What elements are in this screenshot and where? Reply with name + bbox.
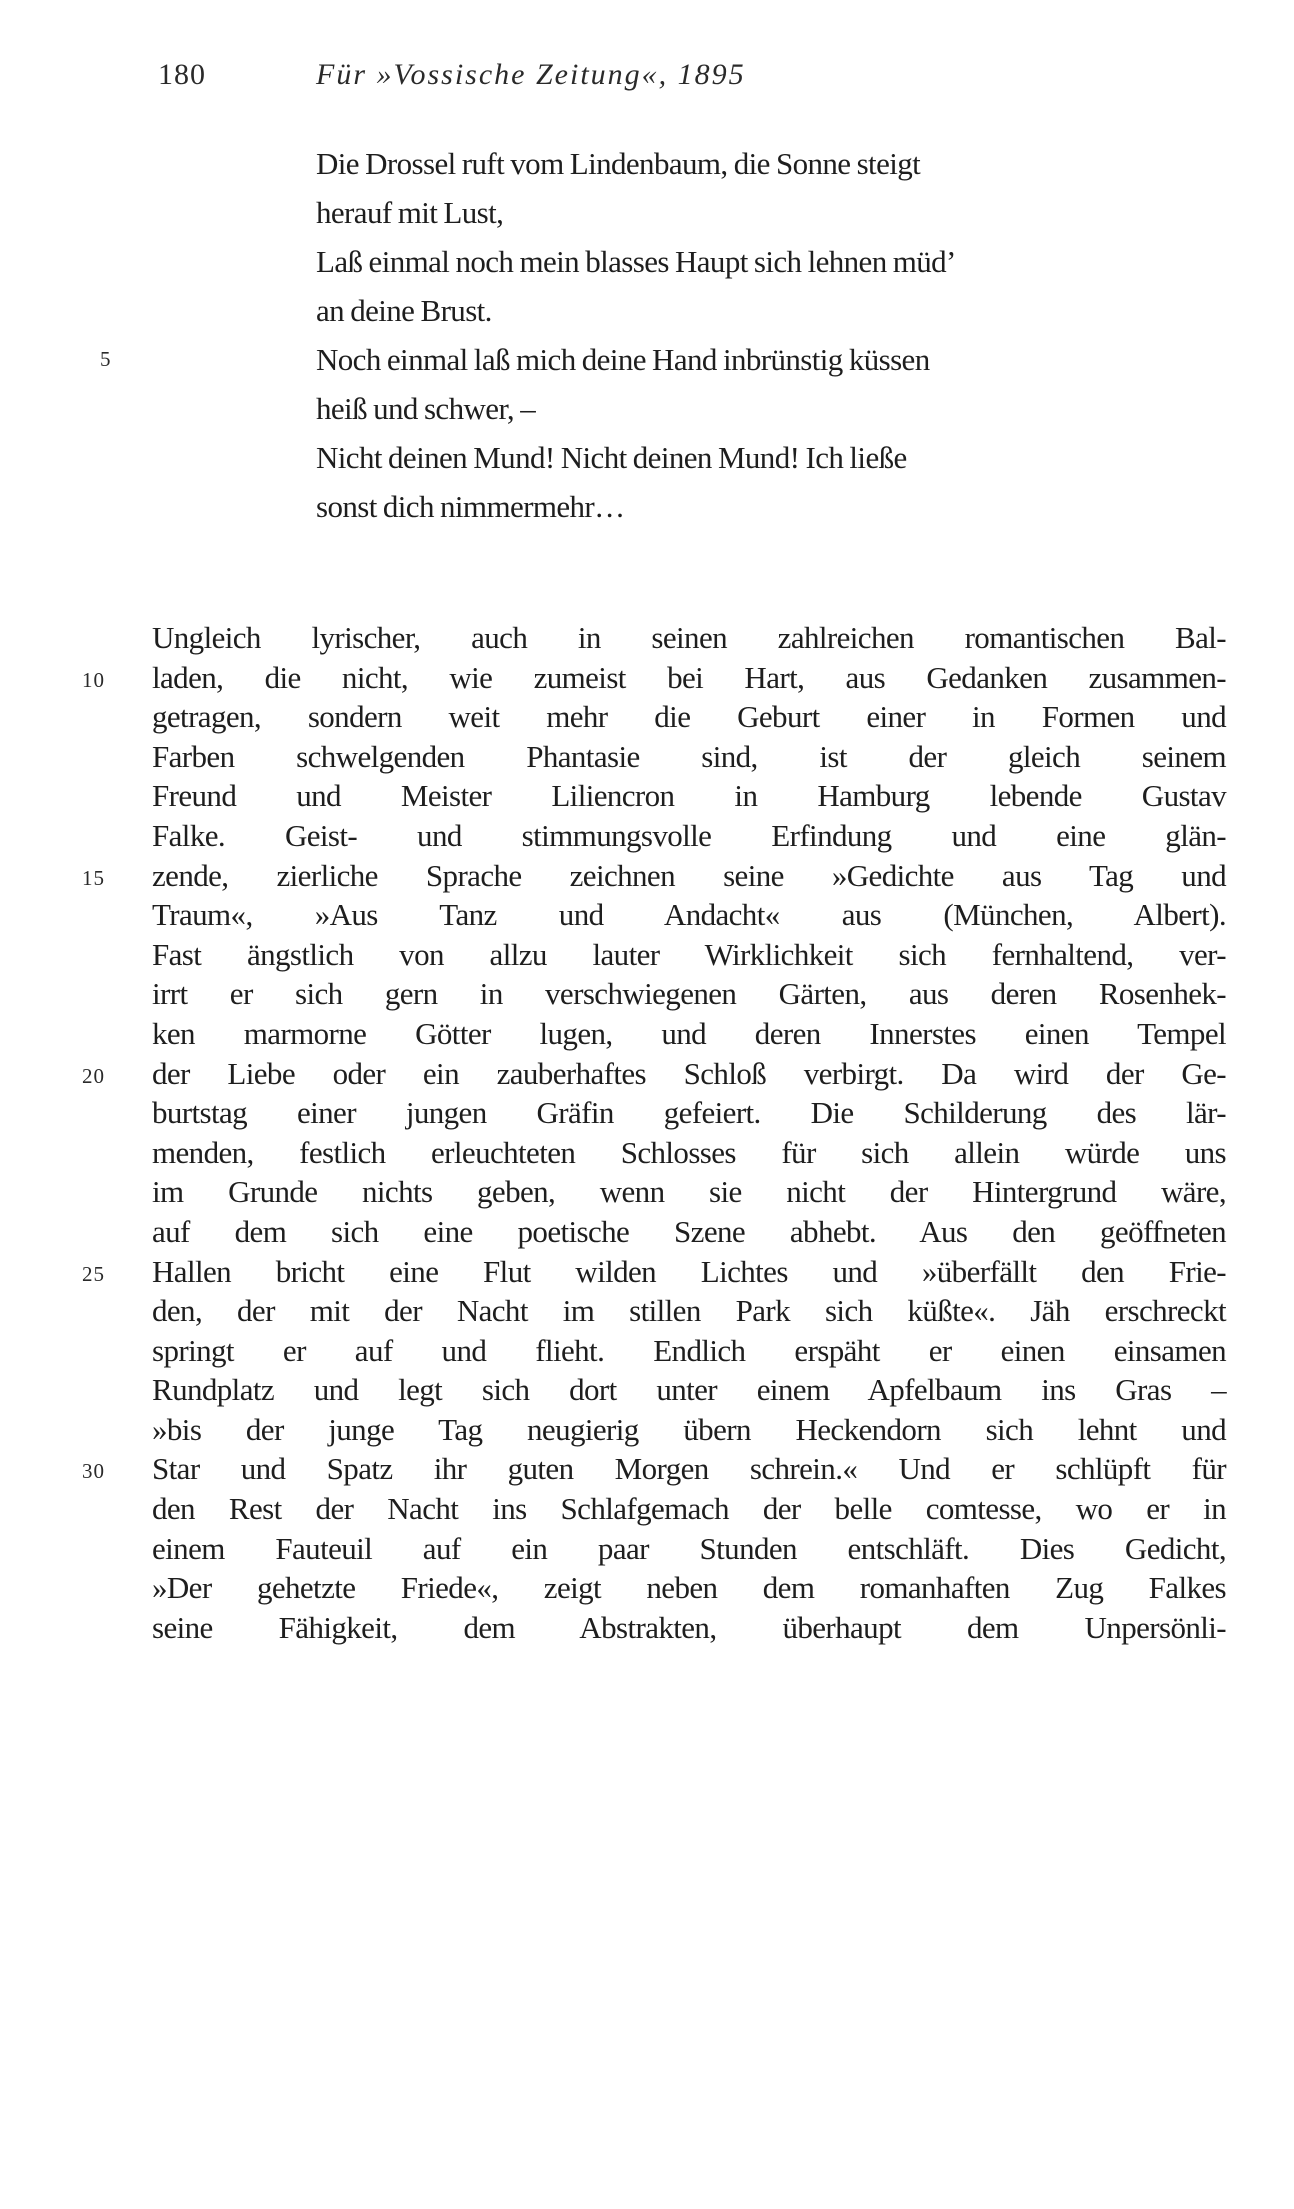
prose-line [0, 1093, 1294, 1133]
line-text: auf dem sich eine poetische Szene abhebt. Aus den geöffneten [152, 1213, 1226, 1249]
line-text: einem Fauteuil auf ein paar Stunden entschläft. Dies Gedicht, [152, 1530, 1226, 1566]
line-text: springt er auf und flieht. Endlich erspäht er einen einsamen [152, 1332, 1226, 1368]
prose-line [0, 1608, 1294, 1648]
prose-line [0, 1212, 1294, 1252]
line-text: den, der mit der Nacht im stillen Park sich küßte«. Jäh erschreckt [152, 1293, 1226, 1329]
poem-line [0, 336, 1294, 385]
line-text: seine Fähigkeit, dem Abstrakten, überhaupt dem Unpersönli- [152, 1609, 1226, 1645]
line-number: 25 [82, 1261, 105, 1286]
line-text: Falke. Geist- und stimmungsvolle Erfindung und eine glän- [152, 817, 1226, 853]
line-text: der Liebe oder ein zauberhaftes Schloß verbirgt. Da wird der Ge- [152, 1055, 1226, 1091]
line-text: »Der gehetzte Friede«, zeigt neben dem romanhaften Zug Falkes [152, 1570, 1226, 1606]
prose-line [0, 737, 1294, 777]
poem-line [0, 434, 1294, 483]
line-number: 30 [82, 1459, 105, 1484]
line-text: Traum«, »Aus Tanz und Andacht« aus (München, Albert). [152, 897, 1226, 933]
prose-line [0, 658, 1294, 698]
prose-line [0, 618, 1294, 658]
line-text: zende, zierliche Sprache zeichnen seine »Gedichte aus Tag und [152, 857, 1226, 893]
line-text: Rundplatz und legt sich dort unter einem Apfelbaum ins Gras – [152, 1372, 1226, 1408]
line-text: Nicht deinen Mund! Nicht deinen Mund! Ich ließe [316, 440, 907, 475]
poem-line [0, 238, 1294, 287]
line-text: den Rest der Nacht ins Schlafgemach der belle comtesse, wo er in [152, 1491, 1226, 1527]
page-number: 180 [158, 58, 206, 91]
prose-line [0, 1529, 1294, 1569]
prose-line [0, 1489, 1294, 1529]
line-text: an deine Brust. [316, 293, 492, 328]
prose-line [0, 776, 1294, 816]
prose-line [0, 1370, 1294, 1410]
line-number: 15 [82, 865, 105, 890]
prose-line [0, 1133, 1294, 1173]
prose-line [0, 974, 1294, 1014]
line-number: 10 [82, 667, 105, 692]
line-text: heiß und schwer, – [316, 391, 536, 426]
prose-line [0, 1252, 1294, 1292]
line-text: »bis der junge Tag neugierig übern Heckendorn sich lehnt und [152, 1411, 1226, 1447]
line-number: 20 [82, 1063, 105, 1088]
running-head [0, 52, 1294, 102]
line-text: Die Drossel ruft vom Lindenbaum, die Sonne steigt [316, 146, 921, 181]
prose-line [0, 1054, 1294, 1094]
line-text: burtstag einer jungen Gräfin gefeiert. Die Schilderung des lär- [152, 1095, 1226, 1131]
line-text: Noch einmal laß mich deine Hand inbrünstig küssen [316, 342, 930, 377]
line-text: Star und Spatz ihr guten Morgen schrein.« Und er schlüpft für [152, 1451, 1226, 1487]
prose-line [0, 935, 1294, 975]
poem-block [0, 140, 1294, 532]
line-text: herauf mit Lust, [316, 195, 504, 230]
prose-line [0, 1568, 1294, 1608]
prose-line [0, 1331, 1294, 1371]
prose-line [0, 856, 1294, 896]
prose-line [0, 1410, 1294, 1450]
line-text: menden, festlich erleuchteten Schlosses für sich allein würde uns [152, 1134, 1226, 1170]
line-text: Farben schwelgenden Phantasie sind, ist der gleich seinem [152, 738, 1226, 774]
prose-line [0, 895, 1294, 935]
poem-line [0, 385, 1294, 434]
line-text: sonst dich nimmermehr… [316, 489, 625, 524]
poem-line [0, 287, 1294, 336]
prose-line [0, 1014, 1294, 1054]
line-text: ken marmorne Götter lugen, und deren Innerstes einen Tempel [152, 1015, 1226, 1051]
line-text: Freund und Meister Liliencron in Hamburg lebende Gustav [152, 778, 1226, 814]
line-text: Laß einmal noch mein blasses Haupt sich lehnen müd’ [316, 244, 956, 279]
line-text: Hallen bricht eine Flut wilden Lichtes und »überfällt den Frie- [152, 1253, 1226, 1289]
poem-line [0, 189, 1294, 238]
prose-line [0, 1172, 1294, 1212]
prose-line [0, 1291, 1294, 1331]
prose-block [0, 618, 1294, 1647]
line-text: laden, die nicht, wie zumeist bei Hart, aus Gedanken zusammen- [152, 659, 1226, 695]
prose-line [0, 1449, 1294, 1489]
prose-line [0, 697, 1294, 737]
running-title: Für »Vossische Zeitung«, 1895 [316, 58, 746, 91]
poem-line [0, 140, 1294, 189]
line-text: im Grunde nichts geben, wenn sie nicht der Hintergrund wäre, [152, 1174, 1226, 1210]
prose-line [0, 816, 1294, 856]
line-number: 5 [100, 347, 112, 371]
line-text: irrt er sich gern in verschwiegenen Gärten, aus deren Rosenhek- [152, 976, 1226, 1012]
poem-line [0, 483, 1294, 532]
line-text: Ungleich lyrischer, auch in seinen zahlreichen romantischen Bal- [152, 620, 1226, 655]
line-text: getragen, sondern weit mehr die Geburt einer in Formen und [152, 699, 1226, 735]
line-text: Fast ängstlich von allzu lauter Wirklichkeit sich fernhaltend, ver- [152, 936, 1226, 972]
